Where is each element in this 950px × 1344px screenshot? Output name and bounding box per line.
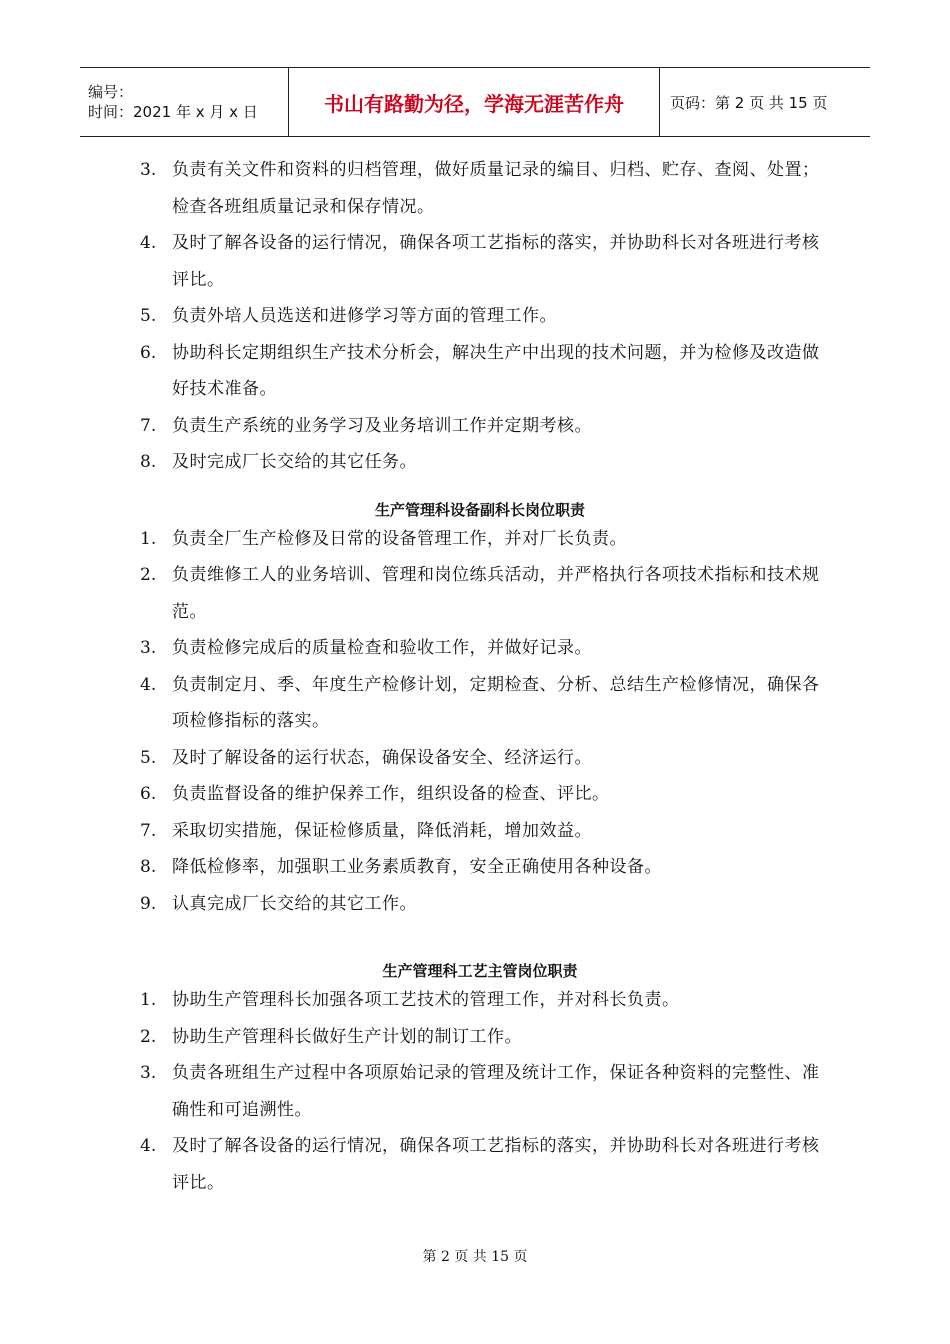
list-item: 7. 负责生产系统的业务学习及业务培训工作并定期考核。	[140, 415, 592, 436]
list-item: 1. 负责全厂生产检修及日常的设备管理工作，并对厂长负责。	[140, 528, 627, 549]
list-item: 8. 降低检修率，加强职工业务素质教育，安全正确使用各种设备。	[140, 857, 662, 877]
header-left-cell	[80, 68, 289, 136]
list-item: 2. 协助生产管理科长做好生产计划的制订工作。	[140, 1026, 522, 1047]
list-item: 5. 负责外培人员选送和进修学习等方面的管理工作。	[140, 306, 557, 326]
list-item: 7. 采取切实措施，保证检修质量，降低消耗，增加效益。	[140, 820, 592, 841]
list-item: 4. 及时了解各设备的运行情况，确保各项工艺指标的落实，并协助科长对各班进行考核评比。	[140, 233, 820, 290]
list-item: 6. 协助科长定期组织生产技术分析会，解决生产中出现的技术问题，并为检修及改造做好技术准备。	[140, 342, 820, 399]
list-item: 4. 及时了解各设备的运行情况，确保各项工艺指标的落实，并协助科长对各班进行考核评比。	[140, 1136, 820, 1193]
list-item: 3. 负责检修完成后的质量检查和验收工作，并做好记录。	[140, 638, 592, 658]
list-item: 1. 协助生产管理科长加强各项工艺技术的管理工作，并对科长负责。	[140, 990, 680, 1010]
header-table	[80, 67, 870, 137]
code-label: 编号：	[88, 83, 134, 101]
page-footer: 第 2 页 共 15 页	[422, 1249, 528, 1265]
section3-title: 生产管理科工艺主管岗位职责	[382, 962, 578, 980]
list-item: 8. 及时完成厂长交给的其它任务。	[140, 452, 417, 472]
section3-list	[140, 982, 820, 1201]
header-motto-cell	[289, 68, 660, 136]
list-item: 5. 及时了解设备的运行状态，确保设备安全、经济运行。	[140, 747, 592, 768]
motto: 书山有路勤为径，学海无涯苦作舟	[324, 91, 624, 116]
header-page-cell	[660, 68, 870, 136]
list-item: 9. 认真完成厂长交给的其它工作。	[140, 893, 417, 914]
document-body	[140, 152, 820, 1201]
list-item: 2. 负责维修工人的业务培训、管理和岗位练兵活动，并严格执行各项技术指标和技术规范。	[140, 565, 820, 622]
list-item: 3. 负责各班组生产过程中各项原始记录的管理及统计工作，保证各种资料的完整性、准确性和可追溯性。	[140, 1063, 820, 1120]
time-label: 时间：2021 年 x 月 x 日	[88, 103, 258, 121]
list-item: 4. 负责制定月、季、年度生产检修计划，定期检查、分析、总结生产检修情况，确保各项检修指标的落实。	[140, 674, 820, 731]
page-info: 页码：第 2 页 共 15 页	[670, 93, 828, 112]
list-item: 6. 负责监督设备的维护保养工作，组织设备的检查、评比。	[140, 784, 610, 804]
section2-title: 生产管理科设备副科长岗位职责	[374, 500, 585, 519]
section2-list	[140, 521, 820, 923]
section1-list	[140, 152, 820, 481]
list-item: 3. 负责有关文件和资料的归档管理，做好质量记录的编目、归档、贮存、查阅、处置；检查各班组质量记录和保存情况。	[140, 160, 820, 217]
